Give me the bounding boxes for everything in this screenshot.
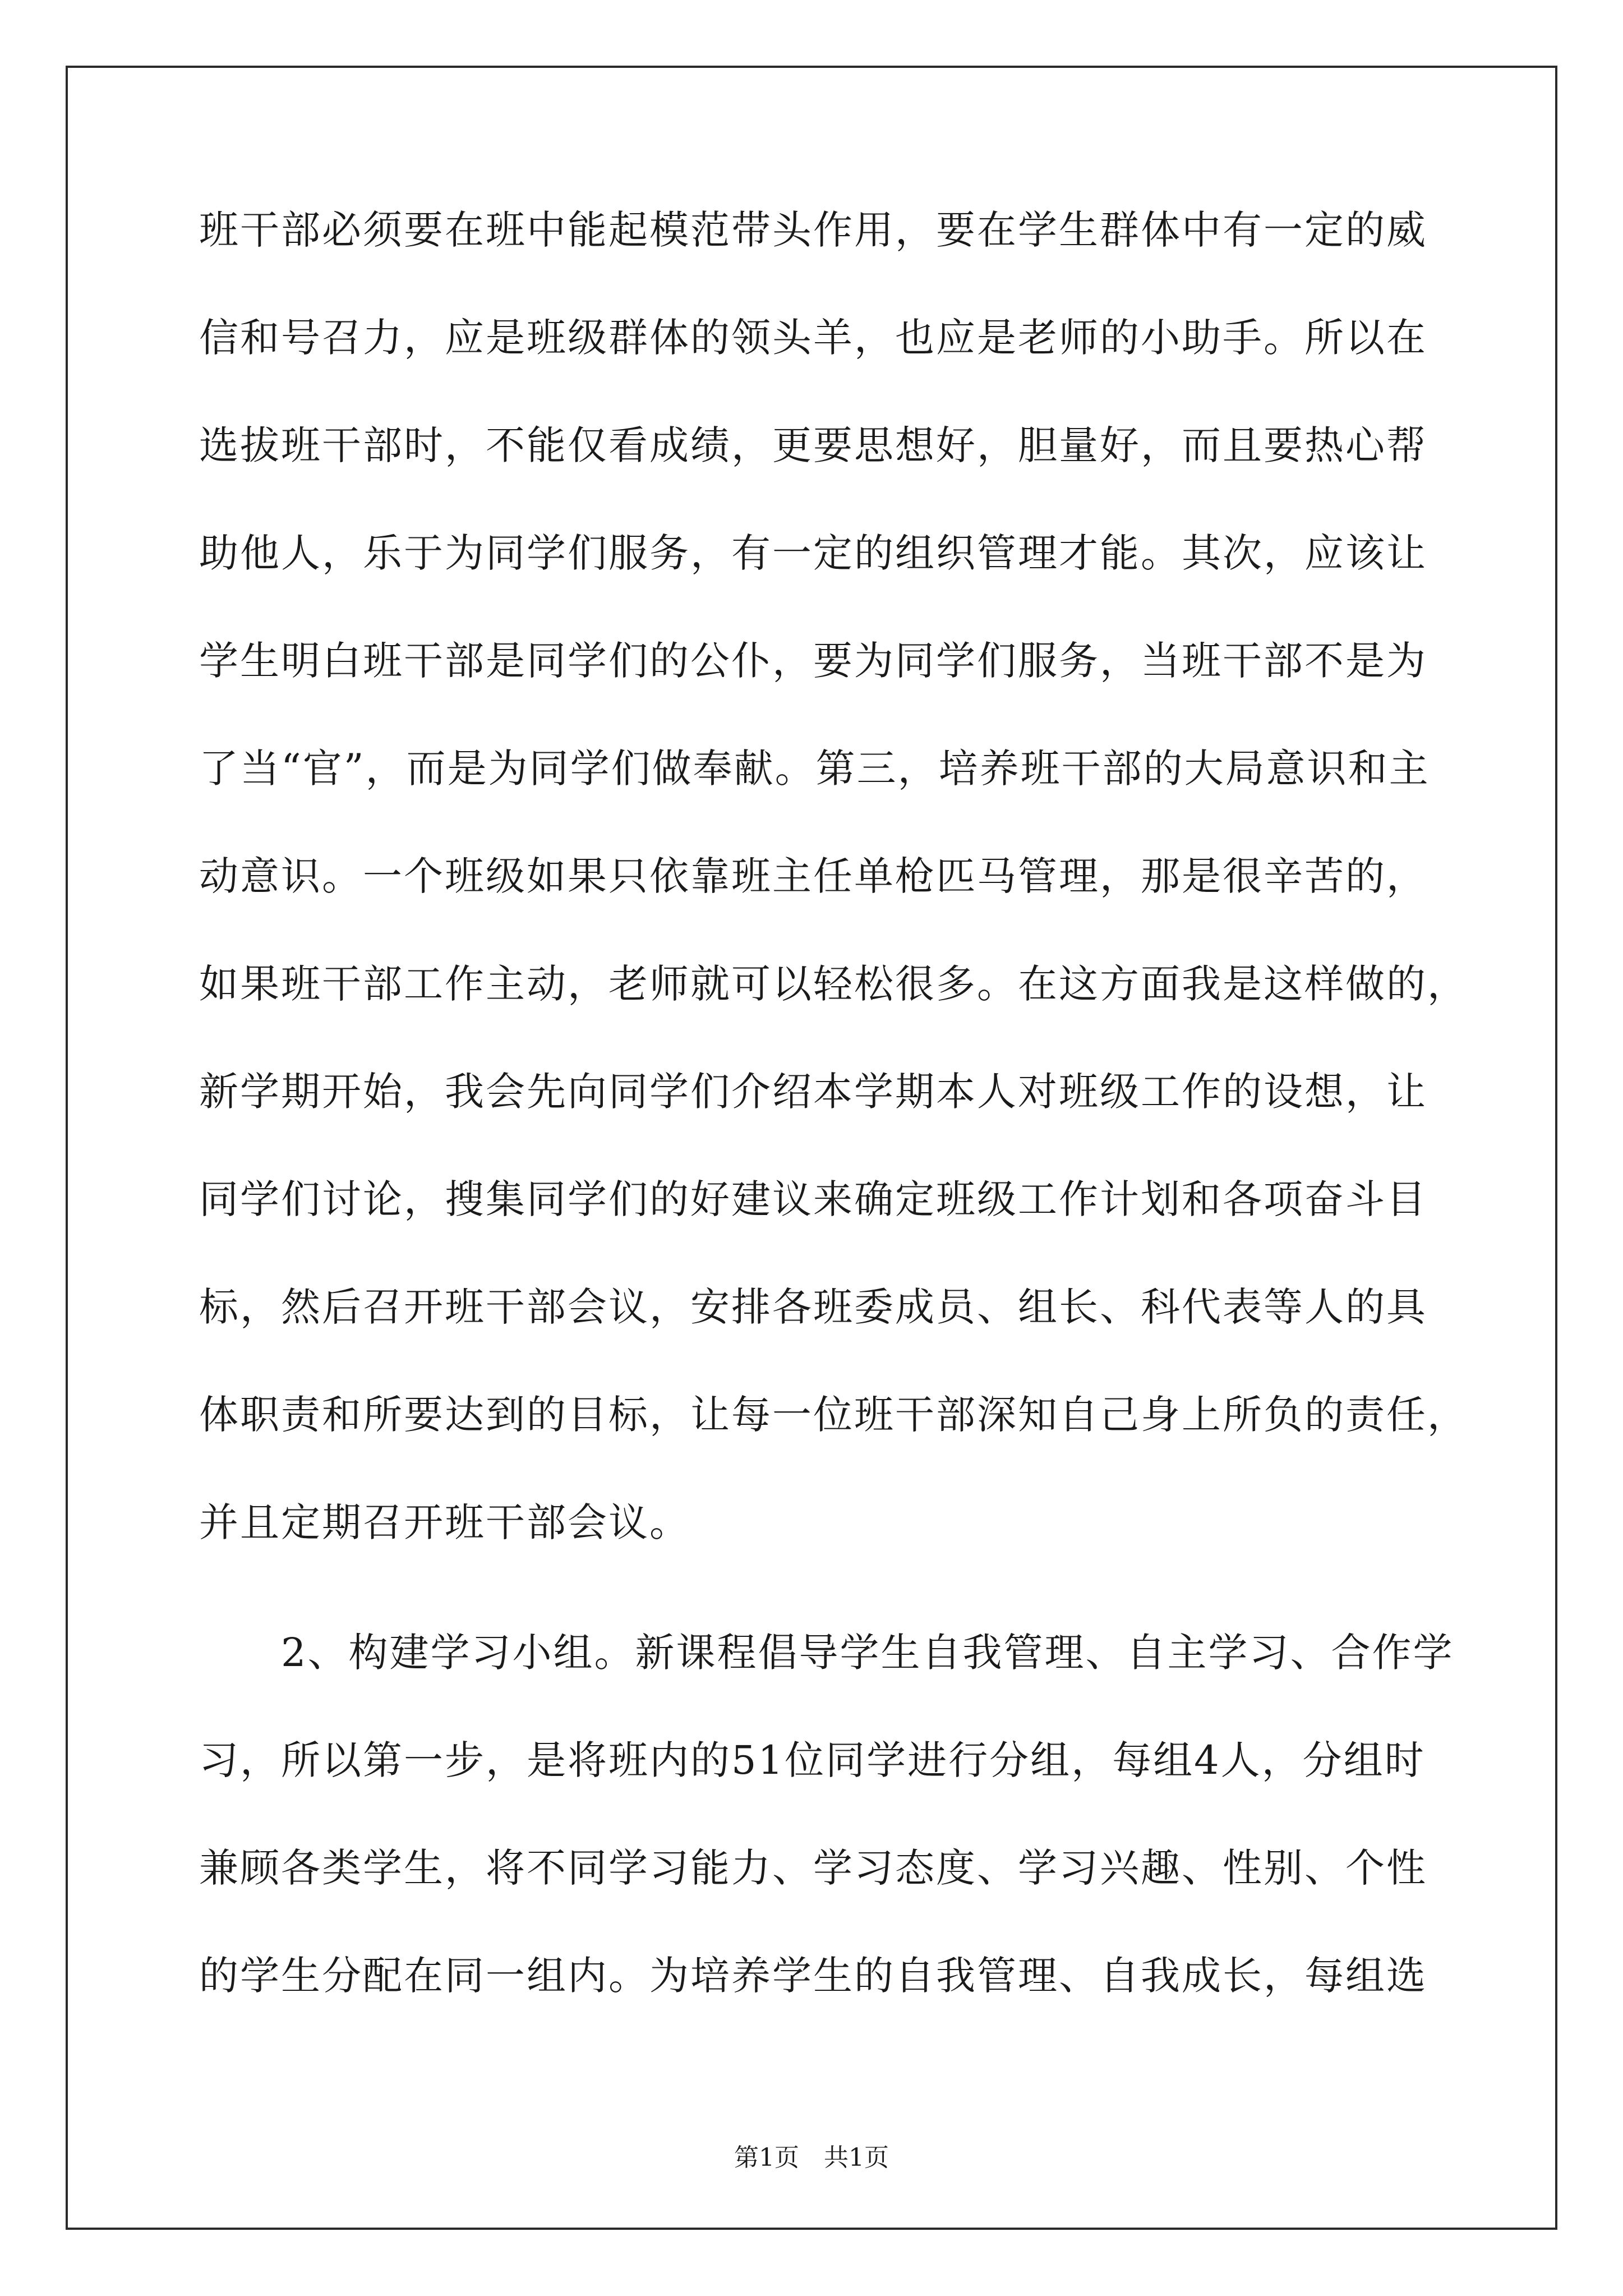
text-line: 助他人，乐于为同学们服务，有一定的组织管理才能。其次，应该让 <box>199 530 1427 576</box>
text-line: 2、构建学习小组。新课程倡导学生自我管理、自主学习、合作学 <box>199 1630 1454 1676</box>
document-body <box>199 203 1468 2056</box>
text-line: 选拔班干部时，不能仅看成绩，更要思想好，胆量好，而且要热心帮 <box>199 422 1427 468</box>
text-line: 如果班干部工作主动，老师就可以轻松很多。在这方面我是这样做的， <box>199 961 1468 1007</box>
text-line: 的学生分配在同一组内。为培养学生的自我管理、自我成长，每组选 <box>199 1953 1427 1999</box>
text-line: 体职责和所要达到的目标，让每一位班干部深知自己身上所负的责任， <box>199 1392 1468 1438</box>
paragraph-1 <box>199 203 1468 1549</box>
text-line: 习，所以第一步，是将班内的51位同学进行分组，每组4人，分组时 <box>199 1737 1426 1783</box>
text-line: 动意识。一个班级如果只依靠班主任单枪匹马管理，那是很辛苦的， <box>199 853 1427 899</box>
text-line: 新学期开始，我会先向同学们介绍本学期本人对班级工作的设想，让 <box>199 1069 1427 1115</box>
text-line: 学生明白班干部是同学们的公仆，要为同学们服务，当班干部不是为 <box>199 638 1427 684</box>
text-line: 同学们讨论，搜集同学们的好建议来确定班级工作计划和各项奋斗目 <box>199 1176 1427 1222</box>
text-line: 兼顾各类学生，将不同学习能力、学习态度、学习兴趣、性别、个性 <box>199 1845 1427 1891</box>
text-line: 并且定期召开班干部会议。 <box>199 1499 690 1545</box>
paragraph-2 <box>199 1626 1454 2003</box>
text-line: 班干部必须要在班中能起模范带头作用，要在学生群体中有一定的威 <box>199 207 1427 253</box>
text-line: 了当“官”，而是为同学们做奉献。第三，培养班干部的大局意识和主 <box>199 746 1430 792</box>
paragraph-spacer <box>199 1603 1433 1626</box>
text-line: 信和号召力，应是班级群体的领头羊，也应是老师的小助手。所以在 <box>199 315 1427 361</box>
page-number-footer: 第1页 共1页 <box>734 2143 889 2172</box>
text-line: 标，然后召开班干部会议，安排各班委成员、组长、科代表等人的具 <box>199 1284 1427 1330</box>
